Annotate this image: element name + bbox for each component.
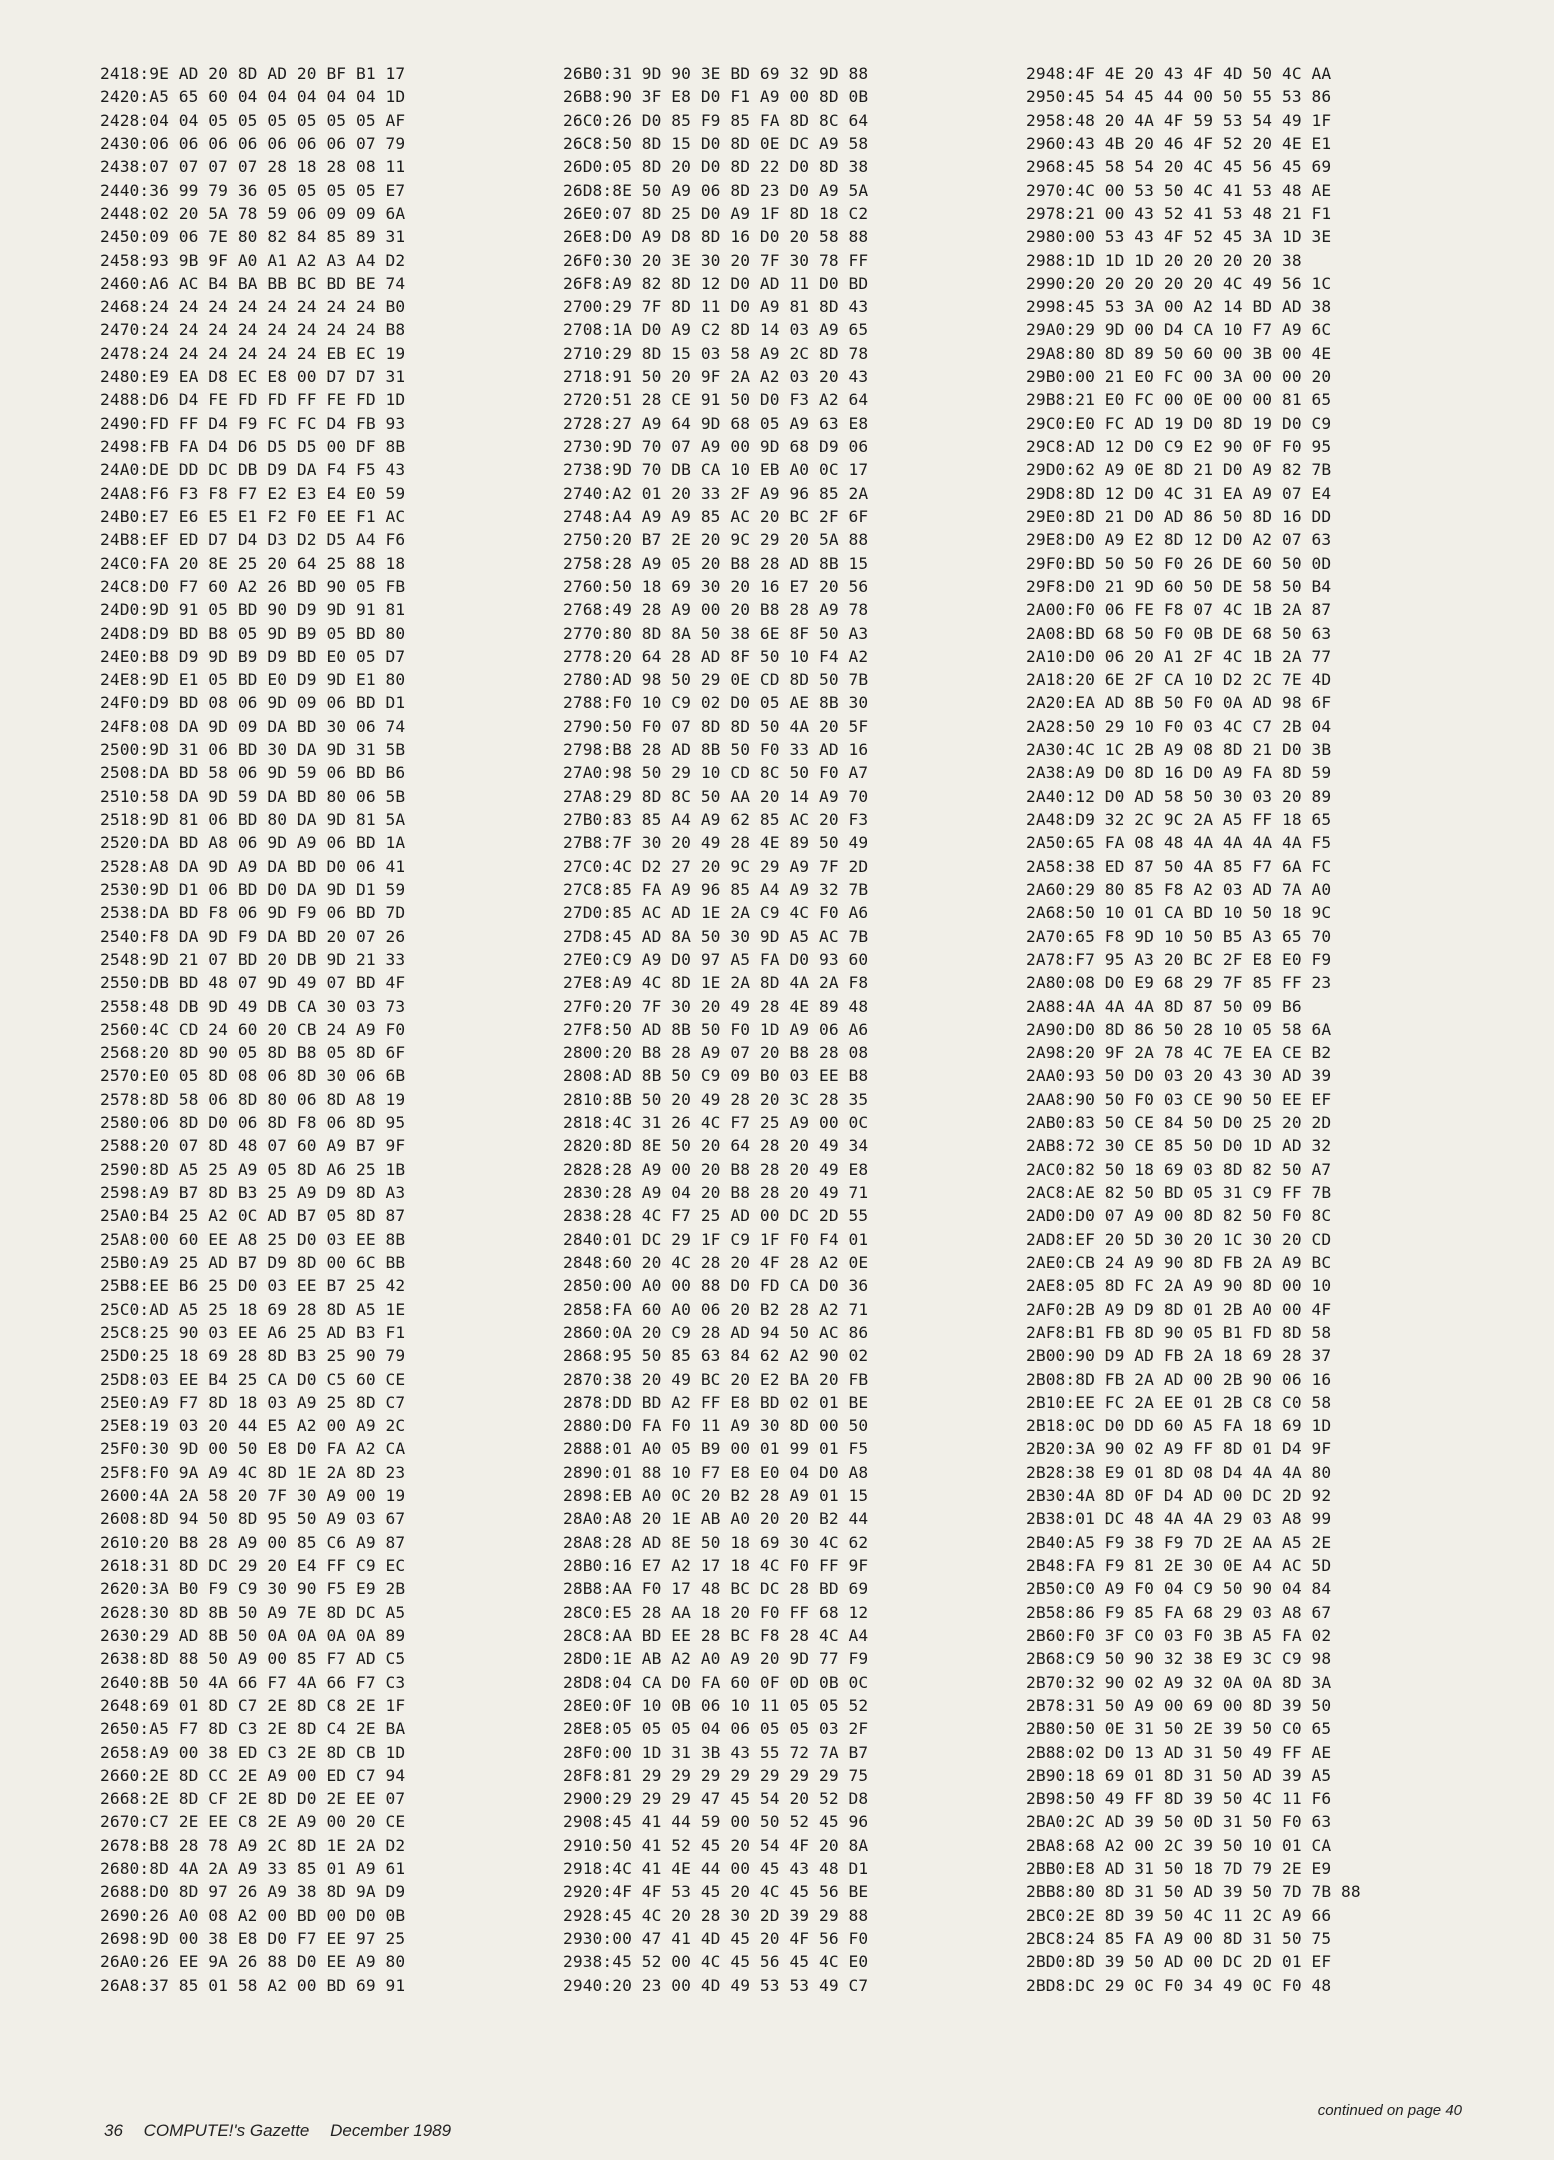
code-line: 28C8:AA BD EE 28 BC F8 28 4C A4	[563, 1625, 869, 1645]
code-line: 2710:29 8D 15 03 58 A9 2C 8D 78	[563, 343, 869, 363]
code-line: 2B88:02 D0 13 AD 31 50 49 FF AE	[1026, 1742, 1332, 1762]
code-line: 2900:29 29 29 47 45 54 20 52 D8	[563, 1789, 869, 1809]
code-line: 2428:04 04 05 05 05 05 05 05 AF	[100, 110, 406, 130]
code-line: 2980:00 53 43 4F 52 45 3A 1D 3E	[1026, 227, 1332, 247]
code-line: 2788:F0 10 C9 02 D0 05 AE 8B 30	[563, 693, 869, 713]
code-line: 2800:20 B8 28 A9 07 20 B8 28 08	[563, 1043, 869, 1063]
continued-note: continued on page 40	[1317, 2102, 1462, 2119]
code-line: 2458:93 9B 9F A0 A1 A2 A3 A4 D2	[100, 250, 406, 270]
code-line: 26B8:90 3F E8 D0 F1 A9 00 8D 0B	[563, 87, 869, 107]
code-line: 2718:91 50 20 9F 2A A2 03 20 43	[563, 367, 869, 387]
code-line: 26C8:50 8D 15 D0 8D 0E DC A9 58	[563, 133, 869, 153]
code-line: 2658:A9 00 38 ED C3 2E 8D CB 1D	[100, 1742, 406, 1762]
code-line: 26A8:37 85 01 58 A2 00 BD 69 91	[100, 1975, 406, 1995]
code-line: 26D0:05 8D 20 D0 8D 22 D0 8D 38	[563, 157, 869, 177]
code-line: 2A20:EA AD 8B 50 F0 0A AD 98 6F	[1026, 693, 1332, 713]
code-line: 2530:9D D1 06 BD D0 DA 9D D1 59	[100, 879, 406, 899]
code-line: 2640:8B 50 4A 66 F7 4A 66 F7 C3	[100, 1672, 406, 1692]
code-line: 2918:4C 41 4E 44 00 45 43 48 D1	[563, 1859, 869, 1879]
code-line: 28B0:16 E7 A2 17 18 4C F0 FF 9F	[563, 1556, 869, 1575]
code-line: 2AC0:82 50 18 69 03 8D 82 50 A7	[1026, 1159, 1332, 1179]
code-line: 2A68:50 10 01 CA BD 10 50 18 9C	[1026, 903, 1332, 923]
code-line: 25B0:A9 25 AD B7 D9 8D 00 6C BB	[100, 1252, 406, 1272]
code-line: 2690:26 A0 08 A2 00 BD 00 D0 0B	[100, 1905, 406, 1925]
code-line: 2848:60 20 4C 28 20 4F 28 A2 0E	[563, 1252, 869, 1272]
code-line: 2B00:90 D9 AD FB 2A 18 69 28 37	[1026, 1346, 1332, 1366]
code-line: 2AD8:EF 20 5D 30 20 1C 30 20 CD	[1026, 1229, 1332, 1249]
code-line: 2988:1D 1D 1D 20 20 20 20 38	[1026, 250, 1302, 270]
code-line: 27F0:20 7F 30 20 49 28 4E 89 48	[563, 996, 869, 1016]
code-line: 2770:80 8D 8A 50 38 6E 8F 50 A3	[563, 623, 869, 643]
code-line: 2890:01 88 10 F7 E8 E0 04 D0 A8	[563, 1462, 869, 1482]
code-line: 24E8:9D E1 05 BD E0 D9 9D E1 80	[100, 670, 406, 690]
code-line: 26F8:A9 82 8D 12 D0 AD 11 D0 BD	[563, 273, 869, 293]
code-line: 2BD0:8D 39 50 AD 00 DC 2D 01 EF	[1026, 1952, 1332, 1972]
code-line: 2970:4C 00 53 50 4C 41 53 48 AE	[1026, 180, 1332, 200]
code-line: 2438:07 07 07 07 28 18 28 08 11	[100, 157, 406, 177]
code-line: 2928:45 4C 20 28 30 2D 39 29 88	[563, 1905, 869, 1925]
code-line: 2538:DA BD F8 06 9D F9 06 BD 7D	[100, 903, 406, 923]
code-line: 2930:00 47 41 4D 45 20 4F 56 F0	[563, 1929, 869, 1948]
code-line: 2758:28 A9 05 20 B8 28 AD 8B 15	[563, 553, 869, 573]
code-line: 2448:02 20 5A 78 59 06 09 09 6A	[100, 203, 406, 223]
code-line: 2AF0:2B A9 D9 8D 01 2B A0 00 4F	[1026, 1299, 1332, 1319]
code-line: 2630:29 AD 8B 50 0A 0A 0A 0A 89	[100, 1625, 406, 1645]
code-line: 2550:DB BD 48 07 9D 49 07 BD 4F	[100, 973, 406, 993]
code-line: 25A0:B4 25 A2 0C AD B7 05 8D 87	[100, 1206, 406, 1226]
code-line: 29A8:80 8D 89 50 60 00 3B 00 4E	[1026, 343, 1332, 363]
code-line: 2920:4F 4F 53 45 20 4C 45 56 BE	[563, 1882, 869, 1902]
code-line: 2740:A2 01 20 33 2F A9 96 85 2A	[563, 483, 869, 503]
code-line: 2850:00 A0 00 88 D0 FD CA D0 36	[563, 1276, 869, 1296]
code-line: 28B8:AA F0 17 48 BC DC 28 BD 69	[563, 1579, 869, 1599]
code-line: 2870:38 20 49 BC 20 E2 BA 20 FB	[563, 1369, 869, 1389]
code-line: 2A40:12 D0 AD 58 50 30 03 20 89	[1026, 786, 1332, 806]
code-line: 2680:8D 4A 2A A9 33 85 01 A9 61	[100, 1859, 406, 1879]
code-line: 24D8:D9 BD B8 05 9D B9 05 BD 80	[100, 623, 406, 643]
code-line: 2510:58 DA 9D 59 DA BD 80 06 5B	[100, 786, 406, 806]
code-line: 2820:8D 8E 50 20 64 28 20 49 34	[563, 1136, 869, 1156]
code-line: 2818:4C 31 26 4C F7 25 A9 00 0C	[563, 1113, 869, 1133]
code-line: 2A70:65 F8 9D 10 50 B5 A3 65 70	[1026, 926, 1332, 946]
code-line: 28E0:0F 10 0B 06 10 11 05 05 52	[563, 1695, 869, 1715]
code-line: 29E8:D0 A9 E2 8D 12 D0 A2 07 63	[1026, 530, 1332, 550]
code-line: 2888:01 A0 05 B9 00 01 99 01 F5	[563, 1439, 869, 1459]
code-line: 29C0:E0 FC AD 19 D0 8D 19 D0 C9	[1026, 413, 1332, 433]
code-line: 2AA0:93 50 D0 03 20 43 30 AD 39	[1026, 1066, 1332, 1086]
code-line: 27A0:98 50 29 10 CD 8C 50 F0 A7	[563, 763, 869, 783]
code-line: 24B8:EF ED D7 D4 D3 D2 D5 A4 F6	[100, 530, 406, 550]
code-line: 2B38:01 DC 48 4A 4A 29 03 A8 99	[1026, 1509, 1332, 1529]
code-line: 2548:9D 21 07 BD 20 DB 9D 21 33	[100, 949, 406, 969]
code-line: 26E0:07 8D 25 D0 A9 1F 8D 18 C2	[563, 203, 869, 223]
code-line: 27D8:45 AD 8A 50 30 9D A5 AC 7B	[563, 926, 869, 946]
code-line: 2670:C7 2E EE C8 2E A9 00 20 CE	[100, 1812, 406, 1832]
code-line: 2B48:FA F9 81 2E 30 0E A4 AC 5D	[1026, 1556, 1332, 1575]
code-line: 2A98:20 9F 2A 78 4C 7E EA CE B2	[1026, 1043, 1332, 1063]
code-line: 2B20:3A 90 02 A9 FF 8D 01 D4 9F	[1026, 1439, 1332, 1459]
code-line: 2460:A6 AC B4 BA BB BC BD BE 74	[100, 273, 406, 293]
code-line: 2760:50 18 69 30 20 16 E7 20 56	[563, 576, 869, 596]
code-line: 2728:27 A9 64 9D 68 05 A9 63 E8	[563, 413, 869, 433]
code-line: 2688:D0 8D 97 26 A9 38 8D 9A D9	[100, 1882, 406, 1902]
code-line: 2B98:50 49 FF 8D 39 50 4C 11 F6	[1026, 1789, 1332, 1809]
code-line: 2BD8:DC 29 0C F0 34 49 0C F0 48	[1026, 1975, 1332, 1995]
code-line: 2540:F8 DA 9D F9 DA BD 20 07 26	[100, 926, 406, 946]
code-line: 2468:24 24 24 24 24 24 24 24 B0	[100, 297, 406, 317]
code-line: 2BA0:2C AD 39 50 0D 31 50 F0 63	[1026, 1812, 1332, 1832]
code-line: 2470:24 24 24 24 24 24 24 24 B8	[100, 320, 406, 340]
code-line: 28F8:81 29 29 29 29 29 29 29 75	[563, 1765, 869, 1785]
code-line: 2838:28 4C F7 25 AD 00 DC 2D 55	[563, 1206, 869, 1226]
code-line: 2648:69 01 8D C7 2E 8D C8 2E 1F	[100, 1695, 406, 1715]
code-line: 26C0:26 D0 85 F9 85 FA 8D 8C 64	[563, 110, 869, 130]
code-line: 2780:AD 98 50 29 0E CD 8D 50 7B	[563, 670, 869, 690]
code-line: 2708:1A D0 A9 C2 8D 14 03 A9 65	[563, 320, 869, 340]
code-line: 2A80:08 D0 E9 68 29 7F 85 FF 23	[1026, 973, 1332, 993]
code-line: 2478:24 24 24 24 24 24 EB EC 19	[100, 343, 406, 363]
code-line: 2580:06 8D D0 06 8D F8 06 8D 95	[100, 1113, 406, 1133]
code-line: 25C8:25 90 03 EE A6 25 AD B3 F1	[100, 1322, 406, 1342]
code-line: 2430:06 06 06 06 06 06 06 07 79	[100, 133, 406, 153]
code-line: 2418:9E AD 20 8D AD 20 BF B1 17	[100, 64, 406, 83]
code-line: 25D0:25 18 69 28 8D B3 25 90 79	[100, 1346, 406, 1366]
code-line: 2950:45 54 45 44 00 50 55 53 86	[1026, 87, 1332, 107]
code-line: 2450:09 06 7E 80 82 84 85 89 31	[100, 227, 406, 247]
code-line: 2498:FB FA D4 D6 D5 D5 00 DF 8B	[100, 437, 406, 456]
code-line: 27D0:85 AC AD 1E 2A C9 4C F0 A6	[563, 903, 869, 923]
code-line: 24E0:B8 D9 9D B9 D9 BD E0 05 D7	[100, 646, 406, 666]
code-line: 2938:45 52 00 4C 45 56 45 4C E0	[563, 1952, 869, 1972]
code-line: 2650:A5 F7 8D C3 2E 8D C4 2E BA	[100, 1719, 406, 1739]
code-line: 25A8:00 60 EE A8 25 D0 03 EE 8B	[100, 1229, 406, 1249]
code-line: 2A50:65 FA 08 48 4A 4A 4A 4A F5	[1026, 833, 1332, 853]
code-line: 2748:A4 A9 A9 85 AC 20 BC 2F 6F	[563, 506, 869, 526]
code-line: 2A60:29 80 85 F8 A2 03 AD 7A A0	[1026, 879, 1332, 899]
listing-column-3	[1026, 62, 1361, 1997]
code-line: 28E8:05 05 05 04 06 05 05 03 2F	[563, 1719, 869, 1739]
code-line: 2830:28 A9 04 20 B8 28 20 49 71	[563, 1183, 869, 1202]
code-line: 2AF8:B1 FB 8D 90 05 B1 FD 8D 58	[1026, 1322, 1332, 1342]
code-line: 2720:51 28 CE 91 50 D0 F3 A2 64	[563, 390, 869, 410]
code-line: 2440:36 99 79 36 05 05 05 05 E7	[100, 180, 406, 200]
code-line: 2AD0:D0 07 A9 00 8D 82 50 F0 8C	[1026, 1206, 1332, 1226]
code-line: 2AE0:CB 24 A9 90 8D FB 2A A9 BC	[1026, 1252, 1332, 1272]
code-line: 2898:EB A0 0C 20 B2 28 A9 01 15	[563, 1486, 869, 1506]
code-line: 27F8:50 AD 8B 50 F0 1D A9 06 A6	[563, 1019, 869, 1039]
code-line: 2A08:BD 68 50 F0 0B DE 68 50 63	[1026, 623, 1332, 643]
code-line: 2998:45 53 3A 00 A2 14 BD AD 38	[1026, 297, 1332, 317]
code-line: 2790:50 F0 07 8D 8D 50 4A 20 5F	[563, 716, 869, 736]
code-line: 2798:B8 28 AD 8B 50 F0 33 AD 16	[563, 740, 869, 760]
code-line: 26A0:26 EE 9A 26 88 D0 EE A9 80	[100, 1952, 406, 1972]
code-line: 27B0:83 85 A4 A9 62 85 AC 20 F3	[563, 810, 869, 829]
code-line: 2840:01 DC 29 1F C9 1F F0 F4 01	[563, 1229, 869, 1249]
code-line: 28D0:1E AB A2 A0 A9 20 9D 77 F9	[563, 1649, 869, 1669]
code-line: 2BB0:E8 AD 31 50 18 7D 79 2E E9	[1026, 1859, 1332, 1879]
code-line: 2B50:C0 A9 F0 04 C9 50 90 04 84	[1026, 1579, 1332, 1599]
code-line: 25E8:19 03 20 44 E5 A2 00 A9 2C	[100, 1416, 406, 1436]
code-line: 2490:FD FF D4 F9 FC FC D4 FB 93	[100, 413, 406, 433]
code-line: 27C0:4C D2 27 20 9C 29 A9 7F 2D	[563, 856, 869, 876]
code-line: 2B08:8D FB 2A AD 00 2B 90 06 16	[1026, 1369, 1332, 1389]
code-line: 2500:9D 31 06 BD 30 DA 9D 31 5B	[100, 740, 406, 760]
listing-column-1	[100, 62, 405, 1997]
code-line: 2AC8:AE 82 50 BD 05 31 C9 FF 7B	[1026, 1183, 1332, 1202]
code-line: 2578:8D 58 06 8D 80 06 8D A8 19	[100, 1089, 406, 1109]
page-footer	[104, 2121, 451, 2141]
code-line: 2420:A5 65 60 04 04 04 04 04 1D	[100, 87, 406, 107]
code-line: 2810:8B 50 20 49 28 20 3C 28 35	[563, 1089, 869, 1109]
code-line: 2570:E0 05 8D 08 06 8D 30 06 6B	[100, 1066, 406, 1086]
code-line: 2698:9D 00 38 E8 D0 F7 EE 97 25	[100, 1929, 406, 1948]
magazine-title: COMPUTE!'s Gazette	[143, 2121, 310, 2140]
code-line: 2488:D6 D4 FE FD FD FF FE FD 1D	[100, 390, 406, 410]
code-line: 26F0:30 20 3E 30 20 7F 30 78 FF	[563, 250, 869, 270]
code-line: 2860:0A 20 C9 28 AD 94 50 AC 86	[563, 1322, 869, 1342]
code-line: 2558:48 DB 9D 49 DB CA 30 03 73	[100, 996, 406, 1016]
code-line: 29A0:29 9D 00 D4 CA 10 F7 A9 6C	[1026, 320, 1332, 340]
code-line: 2620:3A B0 F9 C9 30 90 F5 E9 2B	[100, 1579, 406, 1599]
code-line: 28A0:A8 20 1E AB A0 20 20 B2 44	[563, 1509, 869, 1529]
code-line: 2B80:50 0E 31 50 2E 39 50 C0 65	[1026, 1719, 1332, 1739]
code-line: 2508:DA BD 58 06 9D 59 06 BD B6	[100, 763, 406, 783]
code-line: 2A00:F0 06 FE F8 07 4C 1B 2A 87	[1026, 600, 1332, 620]
code-line: 2A58:38 ED 87 50 4A 85 F7 6A FC	[1026, 856, 1332, 876]
code-line: 2738:9D 70 DB CA 10 EB A0 0C 17	[563, 460, 869, 480]
code-line: 2948:4F 4E 20 43 4F 4D 50 4C AA	[1026, 64, 1332, 83]
code-line: 2700:29 7F 8D 11 D0 A9 81 8D 43	[563, 297, 869, 317]
code-line: 2A18:20 6E 2F CA 10 D2 2C 7E 4D	[1026, 670, 1332, 690]
code-line: 2520:DA BD A8 06 9D A9 06 BD 1A	[100, 833, 406, 853]
issue-date: December 1989	[330, 2121, 452, 2140]
code-line: 2618:31 8D DC 29 20 E4 FF C9 EC	[100, 1556, 406, 1575]
code-line: 24D0:9D 91 05 BD 90 D9 9D 91 81	[100, 600, 406, 620]
code-line: 28D8:04 CA D0 FA 60 0F 0D 0B 0C	[563, 1672, 869, 1692]
code-line: 25B8:EE B6 25 D0 03 EE B7 25 42	[100, 1276, 406, 1296]
code-line: 2978:21 00 43 52 41 53 48 21 F1	[1026, 203, 1332, 223]
code-line: 2518:9D 81 06 BD 80 DA 9D 81 5A	[100, 810, 406, 829]
code-line: 2B18:0C D0 DD 60 A5 FA 18 69 1D	[1026, 1416, 1332, 1436]
code-line: 2588:20 07 8D 48 07 60 A9 B7 9F	[100, 1136, 406, 1156]
code-line: 2660:2E 8D CC 2E A9 00 ED C7 94	[100, 1765, 406, 1785]
code-line: 27A8:29 8D 8C 50 AA 20 14 A9 70	[563, 786, 869, 806]
code-line: 2940:20 23 00 4D 49 53 53 49 C7	[563, 1975, 869, 1995]
code-line: 2A30:4C 1C 2B A9 08 8D 21 D0 3B	[1026, 740, 1332, 760]
code-line: 2828:28 A9 00 20 B8 28 20 49 E8	[563, 1159, 869, 1179]
code-line: 29E0:8D 21 D0 AD 86 50 8D 16 DD	[1026, 506, 1332, 526]
code-line: 2A28:50 29 10 F0 03 4C C7 2B 04	[1026, 716, 1332, 736]
code-line: 2858:FA 60 A0 06 20 B2 28 A2 71	[563, 1299, 869, 1319]
code-line: 26D8:8E 50 A9 06 8D 23 D0 A9 5A	[563, 180, 869, 200]
code-line: 2BB8:80 8D 31 50 AD 39 50 7D 7B 88	[1026, 1882, 1361, 1902]
code-line: 2560:4C CD 24 60 20 CB 24 A9 F0	[100, 1019, 406, 1039]
code-line: 2678:B8 28 78 A9 2C 8D 1E 2A D2	[100, 1835, 406, 1855]
code-line: 2778:20 64 28 AD 8F 50 10 F4 A2	[563, 646, 869, 666]
code-line: 2768:49 28 A9 00 20 B8 28 A9 78	[563, 600, 869, 620]
code-line: 2750:20 B7 2E 20 9C 29 20 5A 88	[563, 530, 869, 550]
code-line: 24C0:FA 20 8E 25 20 64 25 88 18	[100, 553, 406, 573]
code-line: 2910:50 41 52 45 20 54 4F 20 8A	[563, 1835, 869, 1855]
code-line: 27C8:85 FA A9 96 85 A4 A9 32 7B	[563, 879, 869, 899]
code-line: 24A0:DE DD DC DB D9 DA F4 F5 43	[100, 460, 406, 480]
code-line: 2AA8:90 50 F0 03 CE 90 50 EE EF	[1026, 1089, 1332, 1109]
page-number: 36	[104, 2121, 123, 2140]
code-line: 25E0:A9 F7 8D 18 03 A9 25 8D C7	[100, 1392, 406, 1412]
code-line: 2A90:D0 8D 86 50 28 10 05 58 6A	[1026, 1019, 1332, 1039]
code-line: 2958:48 20 4A 4F 59 53 54 49 1F	[1026, 110, 1332, 130]
code-line: 2AE8:05 8D FC 2A A9 90 8D 00 10	[1026, 1276, 1332, 1296]
code-line: 2568:20 8D 90 05 8D B8 05 8D 6F	[100, 1043, 406, 1063]
code-line: 2A78:F7 95 A3 20 BC 2F E8 E0 F9	[1026, 949, 1332, 969]
code-line: 2A88:4A 4A 4A 8D 87 50 09 B6	[1026, 996, 1302, 1016]
code-line: 2B30:4A 8D 0F D4 AD 00 DC 2D 92	[1026, 1486, 1332, 1506]
code-line: 25D8:03 EE B4 25 CA D0 C5 60 CE	[100, 1369, 406, 1389]
code-line: 2A38:A9 D0 8D 16 D0 A9 FA 8D 59	[1026, 763, 1332, 783]
code-line: 2B40:A5 F9 38 F9 7D 2E AA A5 2E	[1026, 1532, 1332, 1552]
code-line: 2868:95 50 85 63 84 62 A2 90 02	[563, 1346, 869, 1366]
code-line: 2808:AD 8B 50 C9 09 B0 03 EE B8	[563, 1066, 869, 1086]
code-line: 28C0:E5 28 AA 18 20 F0 FF 68 12	[563, 1602, 869, 1622]
code-line: 28A8:28 AD 8E 50 18 69 30 4C 62	[563, 1532, 869, 1552]
code-line: 2AB8:72 30 CE 85 50 D0 1D AD 32	[1026, 1136, 1332, 1156]
code-line: 2B60:F0 3F C0 03 F0 3B A5 FA 02	[1026, 1625, 1332, 1645]
code-line: 24B0:E7 E6 E5 E1 F2 F0 EE F1 AC	[100, 506, 406, 526]
code-line: 2B90:18 69 01 8D 31 50 AD 39 A5	[1026, 1765, 1332, 1785]
code-line: 2960:43 4B 20 46 4F 52 20 4E E1	[1026, 133, 1332, 153]
code-line: 2598:A9 B7 8D B3 25 A9 D9 8D A3	[100, 1183, 406, 1202]
code-line: 29D0:62 A9 0E 8D 21 D0 A9 82 7B	[1026, 460, 1332, 480]
code-line: 2730:9D 70 07 A9 00 9D 68 D9 06	[563, 437, 869, 456]
code-line: 2A10:D0 06 20 A1 2F 4C 1B 2A 77	[1026, 646, 1332, 666]
code-line: 29F8:D0 21 9D 60 50 DE 58 50 B4	[1026, 576, 1332, 596]
code-line: 2628:30 8D 8B 50 A9 7E 8D DC A5	[100, 1602, 406, 1622]
code-line: 2AB0:83 50 CE 84 50 D0 25 20 2D	[1026, 1113, 1332, 1133]
code-line: 29F0:BD 50 50 F0 26 DE 60 50 0D	[1026, 553, 1332, 573]
code-line: 27E8:A9 4C 8D 1E 2A 8D 4A 2A F8	[563, 973, 869, 993]
code-line: 2600:4A 2A 58 20 7F 30 A9 00 19	[100, 1486, 406, 1506]
code-line: 2610:20 B8 28 A9 00 85 C6 A9 87	[100, 1532, 406, 1552]
code-line: 2528:A8 DA 9D A9 DA BD D0 06 41	[100, 856, 406, 876]
code-line: 2B10:EE FC 2A EE 01 2B C8 C0 58	[1026, 1392, 1332, 1412]
code-line: 27E0:C9 A9 D0 97 A5 FA D0 93 60	[563, 949, 869, 969]
code-line: 2A48:D9 32 2C 9C 2A A5 FF 18 65	[1026, 810, 1332, 829]
code-line: 2880:D0 FA F0 11 A9 30 8D 00 50	[563, 1416, 869, 1436]
code-line: 24F8:08 DA 9D 09 DA BD 30 06 74	[100, 716, 406, 736]
code-line: 2608:8D 94 50 8D 95 50 A9 03 67	[100, 1509, 406, 1529]
code-line: 2B78:31 50 A9 00 69 00 8D 39 50	[1026, 1695, 1332, 1715]
code-line: 2668:2E 8D CF 2E 8D D0 2E EE 07	[100, 1789, 406, 1809]
code-line: 2908:45 41 44 59 00 50 52 45 96	[563, 1812, 869, 1832]
code-line: 24C8:D0 F7 60 A2 26 BD 90 05 FB	[100, 576, 406, 596]
code-line: 2BA8:68 A2 00 2C 39 50 10 01 CA	[1026, 1835, 1332, 1855]
code-line: 2590:8D A5 25 A9 05 8D A6 25 1B	[100, 1159, 406, 1179]
code-line: 29B8:21 E0 FC 00 0E 00 00 81 65	[1026, 390, 1332, 410]
code-line: 28F0:00 1D 31 3B 43 55 72 7A B7	[563, 1742, 869, 1762]
code-line: 2BC8:24 85 FA A9 00 8D 31 50 75	[1026, 1929, 1332, 1948]
code-line: 25C0:AD A5 25 18 69 28 8D A5 1E	[100, 1299, 406, 1319]
code-line: 2878:DD BD A2 FF E8 BD 02 01 BE	[563, 1392, 869, 1412]
code-line: 25F8:F0 9A A9 4C 8D 1E 2A 8D 23	[100, 1462, 406, 1482]
code-line: 2990:20 20 20 20 20 4C 49 56 1C	[1026, 273, 1332, 293]
code-line: 26B0:31 9D 90 3E BD 69 32 9D 88	[563, 64, 869, 83]
code-line: 2B70:32 90 02 A9 32 0A 0A 8D 3A	[1026, 1672, 1332, 1692]
code-line: 29C8:AD 12 D0 C9 E2 90 0F F0 95	[1026, 437, 1332, 456]
code-line: 2BC0:2E 8D 39 50 4C 11 2C A9 66	[1026, 1905, 1332, 1925]
code-line: 24A8:F6 F3 F8 F7 E2 E3 E4 E0 59	[100, 483, 406, 503]
code-line: 2B68:C9 50 90 32 38 E9 3C C9 98	[1026, 1649, 1332, 1669]
code-line: 25F0:30 9D 00 50 E8 D0 FA A2 CA	[100, 1439, 406, 1459]
code-line: 27B8:7F 30 20 49 28 4E 89 50 49	[563, 833, 869, 853]
code-line: 2B58:86 F9 85 FA 68 29 03 A8 67	[1026, 1602, 1332, 1622]
code-line: 2968:45 58 54 20 4C 45 56 45 69	[1026, 157, 1332, 177]
code-line: 2480:E9 EA D8 EC E8 00 D7 D7 31	[100, 367, 406, 387]
code-line: 26E8:D0 A9 D8 8D 16 D0 20 58 88	[563, 227, 869, 247]
code-line: 2638:8D 88 50 A9 00 85 F7 AD C5	[100, 1649, 406, 1669]
code-line: 2B28:38 E9 01 8D 08 D4 4A 4A 80	[1026, 1462, 1332, 1482]
code-line: 29D8:8D 12 D0 4C 31 EA A9 07 E4	[1026, 483, 1332, 503]
code-line: 24F0:D9 BD 08 06 9D 09 06 BD D1	[100, 693, 406, 713]
code-line: 29B0:00 21 E0 FC 00 3A 00 00 20	[1026, 367, 1332, 387]
listing-column-2	[563, 62, 868, 1997]
